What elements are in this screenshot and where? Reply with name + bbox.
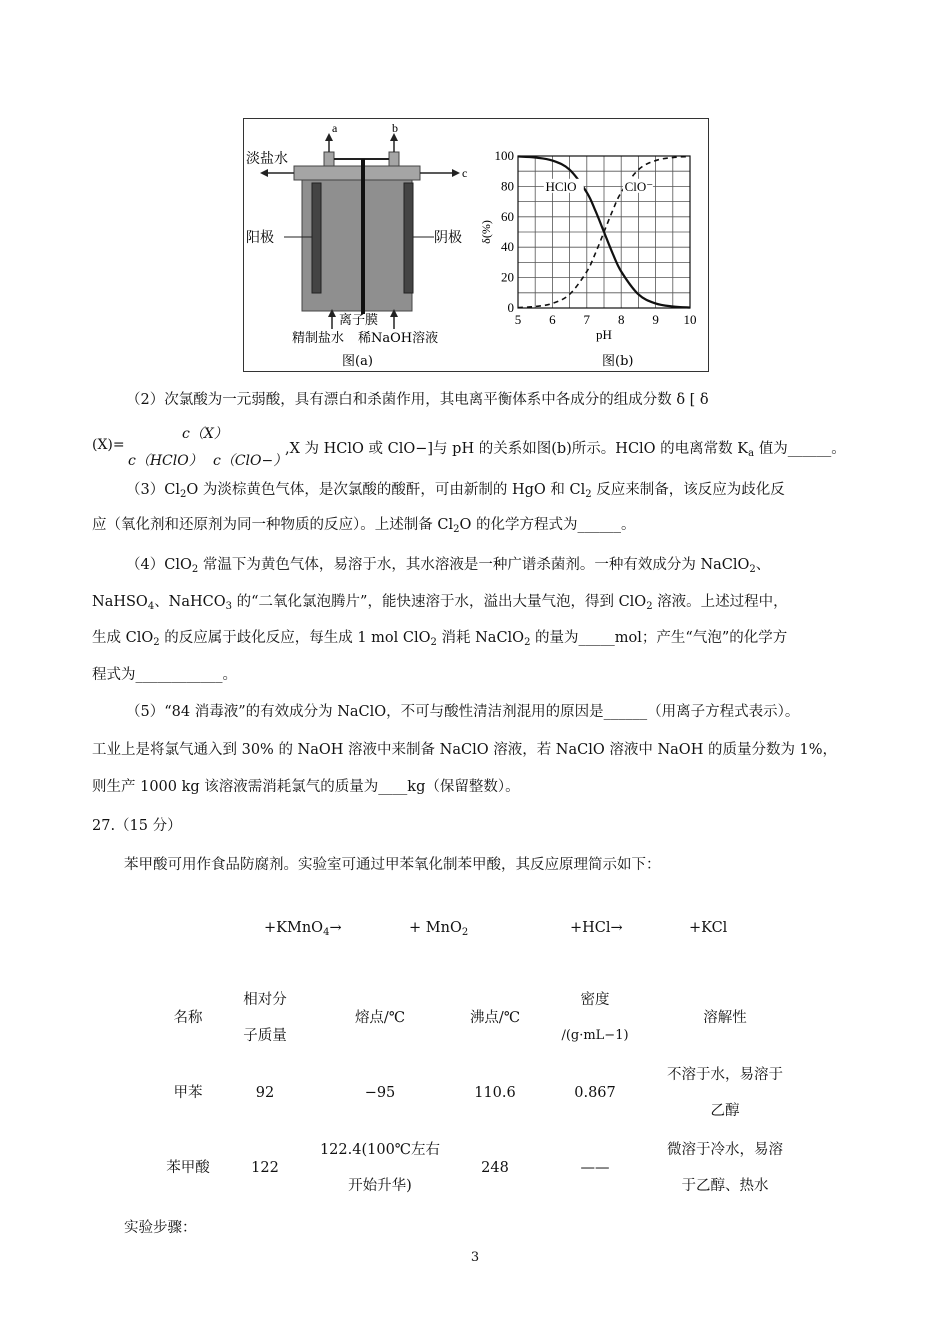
q2-denominator-hclo: c（HClO） [128,453,203,469]
refined-brine-label: 精制盐水 [292,331,345,346]
outlet-a-label: a [332,121,338,135]
y-axis-label: δ(%) [479,220,493,244]
membrane-label: 离子膜 [339,313,379,328]
x-tick-label: 9 [652,312,659,327]
q2-numerator: c（X） [182,426,228,442]
outlet-c-label: c [462,166,468,180]
row1-mp: −95 [364,1085,396,1101]
row2-name: 苯甲酸 [166,1160,210,1176]
y-tick-label: 20 [501,269,514,285]
figure-b-caption: 图(b) [602,354,634,369]
row2-solubility-1: 微溶于冷水，易溶 [667,1142,783,1158]
series-label-clo: ClO⁻ [624,178,654,194]
x-tick-label: 6 [549,312,556,327]
q2-lhs: (X)= [92,437,125,453]
row2-bp: 248 [481,1160,509,1176]
q4-line4: 程式为____________。 [92,667,237,683]
reaction-term-4: +KCl [689,920,728,936]
th-density-1: 密度 [580,992,610,1008]
series-label-hclo: HClO [545,178,577,194]
q27-heading: 27.（15 分） [92,818,182,834]
row1-name: 甲苯 [173,1085,203,1101]
y-tick-label: 100 [494,148,514,163]
x-tick-label: 8 [617,312,625,327]
row1-mw: 92 [255,1085,275,1101]
th-mp: 熔点/℃ [354,1010,406,1026]
y-tick-label: 0 [507,300,514,315]
anode-label: 阳极 [246,230,274,246]
row1-bp: 110.6 [474,1085,516,1101]
th-bp: 沸点/℃ [469,1010,521,1026]
reaction-term-1: +KMnO$_4$→ [264,920,342,938]
row1-solubility-1: 不溶于水，易溶于 [667,1067,783,1083]
x-tick-label: 10 [683,312,697,327]
cathode-label: 阴极 [434,230,462,246]
outlet-b-label: b [392,121,398,135]
steps-label: 实验步骤： [124,1220,197,1236]
q2-denominator-clo: c（ClO−） [213,453,288,469]
q4-line2: NaHSO$_4$、NaHCO$_3$ 的“二氧化氯泡腾片”，能快速溶于水，溢出大量气泡，得到 ClO$_2$ 溶液。上述过程中， [92,594,788,612]
q4-line3: 生成 ClO$_2$ 的反应属于歧化反应，每生成 1 mol ClO$_2$ 消耗 NaClO$_2$ 的量为_____mol；产生“气泡”的化学方 [92,630,788,648]
row2-density: —— [580,1160,610,1176]
row1-solubility-2: 乙醇 [710,1103,740,1119]
q5-line3: 则生产 1000 kg 该溶液需消耗氯气的质量为____kg（保留整数）。 [92,779,520,795]
x-axis-label: pH [596,327,612,342]
page-number: 3 [470,1250,480,1265]
th-name: 名称 [173,1010,203,1026]
reaction-term-3: +HCl→ [570,920,623,936]
th-density-2: /(g·mL−1) [561,1028,629,1043]
y-tick-label: 80 [501,178,514,194]
th-solubility: 溶解性 [703,1010,747,1026]
x-tick-label: 5 [514,312,522,327]
q27-intro: 苯甲酸可用作食品防腐剂。实验室可通过甲苯氧化制苯甲酸，其反应原理简示如下： [124,857,661,873]
q2-tail: ,X 为 HClO 或 ClO−]与 pH 的关系如图(b)所示。HClO 的电离常数 $K_a$ 值为______。 [285,441,846,459]
q3-line1: $(3)Cl_2O$ 为淡棕黄色气体，是次氯酸的酸酐，可由新制的 HgO 和 $Cl_2$ 反应来制备，该反应为歧化反 [126,482,785,500]
q5-line2: 工业上是将氯气通入到 30% 的 NaOH 溶液中来制备 NaClO 溶液，若 NaClO 溶液中 NaOH 的质量分数为 1%， [92,742,838,758]
reaction-term-2: + MnO$_2$ [409,920,469,938]
light-brine-label: 淡盐水 [246,151,288,167]
row2-mp-2: 开始升华) [348,1178,412,1194]
q3-line2: 应（氧化剂和还原剂为同一种物质的反应）。上述制备 $Cl_2O$ 的化学方程式为______。 [92,517,636,535]
q4-line1: （4）ClO$_2$ 常温下为黄色气体，易溶于水，其水溶液是一种广谱杀菌剂。一种有效成分为 NaClO$_2$、 [126,557,771,575]
q5-line1: （5）“84 消毒液”的有效成分为 NaClO，不可与酸性清洁剂混用的原因是______（用离子方程式表示）。 [126,704,800,720]
row2-mw: 122 [251,1160,279,1176]
th-mw-2: 子质量 [243,1028,287,1044]
th-mw-1: 相对分 [243,992,287,1008]
x-tick-label: 7 [583,312,591,327]
row2-solubility-2: 于乙醇、热水 [681,1178,769,1194]
dilute-naoh-label: 稀NaOH溶液 [358,331,439,346]
row2-mp-1: 122.4(100℃左右 [319,1142,441,1158]
y-tick-label: 40 [501,239,514,255]
y-tick-label: 60 [501,208,514,224]
q2-line1: （2）次氯酸为一元弱酸，具有漂白和杀菌作用，其电离平衡体系中各成分的组成分数 δ [ δ [126,392,709,408]
figure-a-caption: 图(a) [342,354,373,369]
row1-density: 0.867 [574,1085,616,1101]
